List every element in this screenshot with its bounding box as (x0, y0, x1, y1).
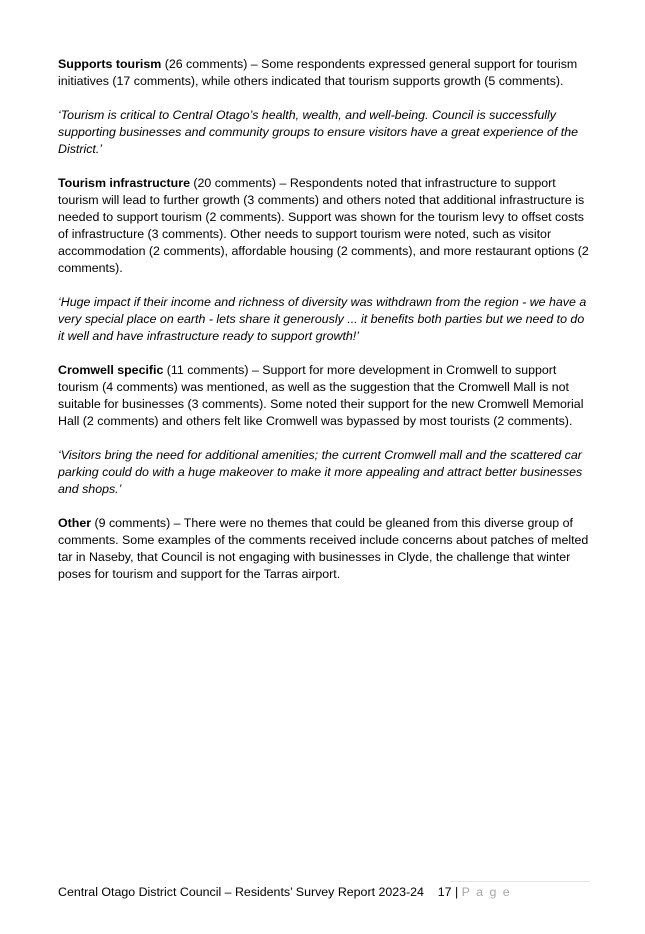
respondent-quote: ‘Visitors bring the need for additional amenities; the current Cromwell mall and the scattered car parking could do with a huge makeover to make it more appealing and attract better businesses and shops.’ (58, 448, 583, 496)
section-heading: Tourism infrastructure (58, 176, 190, 190)
page-footer (58, 884, 593, 901)
page-number: 17 (437, 885, 452, 899)
footer-title: Central Otago District Council – Residents’ Survey Report 2023-24 (58, 885, 424, 899)
section-tourism-infrastructure (58, 175, 593, 277)
section-heading: Other (58, 516, 92, 530)
section-cromwell-specific (58, 362, 593, 430)
section-body: (9 comments) – There were no themes that could be gleaned from this diverse group of comments. Some examples of the comments received include concerns about patches of melted tar in Naseby, that Council is not engaging with businesses in Clyde, the challenge that winter poses for tourism and support for the Tarras airport. (58, 516, 589, 581)
section-heading: Cromwell specific (58, 363, 164, 377)
section-supports-tourism (58, 56, 593, 90)
respondent-quote: ‘Huge impact if their income and richness of diversity was withdrawn from the region - we have a very special place on earth - lets share it generously ... it benefits both parties but we need to do it well and have infrastructure ready to support growth!’ (58, 295, 587, 343)
section-heading: Supports tourism (58, 57, 162, 71)
page-label: P a g e (461, 885, 512, 899)
page-separator: | (454, 885, 459, 899)
footer-divider (450, 881, 590, 882)
respondent-quote: ‘Tourism is critical to Central Otago’s health, wealth, and well-being. Council is successfully supporting businesses and community groups to ensure visitors have a great experience of the District.’ (58, 108, 579, 156)
section-body: (20 comments) – Respondents noted that infrastructure to support tourism will lead to further growth (3 comments) and others noted that additional infrastructure is needed to support tourism (2 comments). Support was shown for the tourism levy to offset costs of infrastructure (3 comments). Other needs to support tourism were noted, such as visitor accommodation (2 comments), affordable housing (2 comments), and more restaurant options (2 comments). (58, 176, 589, 275)
section-other (58, 515, 593, 583)
section-body: (26 comments) – Some respondents expressed general support for tourism initiatives (17 comments), while others indicated that tourism supports growth (5 comments). (58, 57, 578, 88)
section-body: (11 comments) – Support for more development in Cromwell to support tourism (4 comments) was mentioned, as well as the suggestion that the Cromwell Mall is not suitable for businesses (3 comments). Some noted their support for the new Cromwell Memorial Hall (2 comments) and others felt like Cromwell was bypassed by most tourists (2 comments). (58, 363, 584, 428)
document-body (58, 56, 593, 600)
